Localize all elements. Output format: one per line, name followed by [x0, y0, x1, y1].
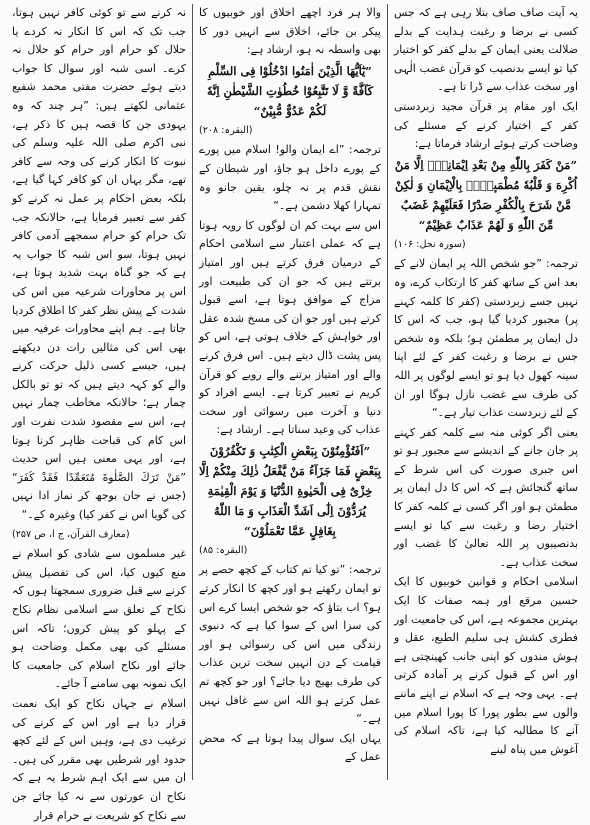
middle-column — [192, 4, 388, 780]
translation-paragraph: ترجمہ: ”تو کیا تم کتاب کے کچھ حصے پر تو ایمان رکھتے ہو اور کچھ کا انکار کرتے ہو؟ اب بتاؤ کہ جو شخص ایسا کرے اس کی سزا اس کے سوا کیا ہے کہ دنیوی زندگی میں اس کی رسوائی ہو اور قیامت کے دن انہیں سخت ترین عذاب کی طرف بھیج دیا جائے؟ اور جو کچھ تم عمل کرتے ہو اللہ اس سے غافل نہیں ہے۔“ — [199, 563, 381, 726]
translation-paragraph: ترجمہ: ”جو شخص اللہ پر ایمان لانے کے بعد اس کے ساتھ کفر کا ارتکاب کرے، وہ نہیں جسے زبردستی (کفر کا کلمہ کہنے پر) مجبور کردیا گیا ہو، جب کہ اس کا دل ایمان پر مطمئن ہو؛ بلکہ وہ شخص جس نے برضا و رغبت کفر کے لئے اپنا سینہ کھول دیا ہو تو ایسے لوگوں پر اللہ کی طرف سے غضب نازل ہوگا اور ان کے لئے زبردست عذاب تیار ہے۔“ — [394, 257, 578, 420]
paragraph: والا ہر فرد اچھے اخلاق اور خوبیوں کا پیکر بن جائے، اخلاق سے انہیں دور کا بھی واسطہ نہ ہو، ارشاد ہے: — [199, 6, 381, 57]
paragraph: اس سے بہت کم ان لوگوں کا رویہ ہوتا ہے کہ عملی اعتبار سے اسلامی احکام کے درمیان فرق کرتے ہیں اور امتیاز برتتے ہیں کہ جو ان کی طبیعت اور مزاج کے موافق ہوتا ہے، اسے قبول کرتے ہیں اور جو ان کی مسخ شدہ عقل اور خواہش کے خلاف ہوتی ہے، اس کو پس پشت ڈال دیتے ہیں۔ اس فرق کرنے والے اور امتیاز برتنے والے رویے کو قرآن کریم نے تعبیر کرتا ہے۔ ایسے افراد کو دنیا و آخرت میں رسوائی اور سخت عذاب کی وعید سناتا ہے۔ ارشاد ہے: — [199, 218, 381, 437]
verse-reference: (البقرہ: ۲۰۸) — [199, 124, 253, 136]
quran-verse: ”اَفَتُؤْمِنُوْنَ بِبَعْضِ الْكِتٰبِ وَ تَكْفُرُوْنَ بِبَعْضٍ فَمَا جَزَآءُ مَنْ یَّفْعَلُ ذٰلِكَ مِنْكُمْ اِلَّا خِزْیٌ فِی الْحَیٰوةِ الدُّنْیَا وَ یَوْمَ الْقِیٰمَةِ یُرَدُّوْنَ اِلٰٓى اَشَدِّ الْعَذَابِ وَ مَا اللّٰهُ بِغَافِلٍ عَمَّا تَعْمَلُوْنَ“ — [199, 443, 381, 538]
paragraph: غیر مسلموں سے شادی کو اسلام نے منع کیوں کیا، اس کی تفصیل پیش کرنے سے قبل ضروری سمجھتا ہوں کہ نکاح کے تعلق سے اسلامی نظام نکاح کے پہلو کو پیش کروں؛ تاکہ اس مسئلے کی بھی مکمل وضاحت ہو جائے اور نکاح اسلام کی جامعیت کا ایک نمونہ بھی سامنے آ جائے۔ — [12, 547, 186, 691]
book-reference: (معارف القرآن، ج ا، ص ۲۵۷) — [12, 528, 130, 540]
paragraph: ایک اور مقام پر قرآن مجید زبردستی کفر کے اختیار کرنے کے مسئلے کی وضاحت کرتے ہوئے ارشاد فرماتا ہے: — [394, 99, 578, 151]
right-column — [388, 4, 584, 780]
quran-verse: ”یٰٓاَیُّهَا الَّذِیْنَ اٰمَنُوا ادْخُلُوْا فِی السِّلْمِ كَآفَّةً وَّ لَا تَتَّبِعُوْا خُطُوٰتِ الشَّیْطٰنِ اِنَّهٗ لَكُمْ عَدُوٌّ مُّبِیْنٌ“ — [206, 63, 374, 118]
verse-reference: (سورہ نحل: ۱۰۶) — [394, 238, 466, 250]
paragraph: اسلام نے جہاں نکاح کو ایک نعمت قرار دیا ہے اور اس کے کرنے کی ترغیب دی ہے، وہیں اس کے لئے کچھ حدود اور شرطیں بھی مقرر کی ہیں۔ ان میں سے ایک اہم شرط یہ ہے کہ نکاح ان عورتوں سے نہ کیا جائے جن سے نکاح کو شریعت نے حرام قرار — [12, 696, 186, 822]
translation-paragraph: ترجمہ: ”اے ایمان والو! اسلام میں پورے کے پورے داخل ہو جاؤ، اور شیطان کے نقش قدم پر نہ چلو، یقین جانو وہ تمہارا کھلا دشمن ہے۔“ — [199, 143, 381, 213]
left-column — [6, 4, 192, 822]
quran-verse: ”مَنْ كَفَرَ بِاللّٰهِ مِنْ بَعْدِ اِیْمَانِهٖٓ اِلَّا مَنْ اُكْرِهَ وَ قَلْبُهٗ مُطْمَىٕنٌّۢ بِالْاِیْمَانِ وَ لٰكِنْ مَّنْ شَرَحَ بِالْكُفْرِ صَدْرًا فَعَلَیْهِمْ غَضَبٌ مِّنَ اللّٰهِ وَ لَهُمْ عَذَابٌ عَظِیْمٌ“ — [394, 157, 578, 232]
paragraph: اسلامی احکام و قوانین خوبیوں کا ایک حسین مرقع اور ہمہ صفات کا ایک بہترین مجموعہ ہے، اس کی جامعیت اور فطری کشش ہی سلیم الطبع، عقل و ہوش مندوں کو اپنی جانب کھینچتی ہے اور اس کے قبول کرنے پر آمادہ کرتی ہے۔ یہی وجہ ہے کہ اسلام نے اپنے ماننے والوں سے بطور پورا کا پورا اسلام میں آنے کا مطالبہ کیا ہے، تاکہ اسلام کی آغوش میں پناہ لینے — [394, 575, 578, 756]
paragraph: یعنی اگر کوئی منہ سے کلمہ کفر کہنے پر جان جانے کے اندیشے سے مجبور ہو تو اس جبری صورت کی اس شرط کے ساتھ گنجائش ہے کہ اس کا دل ایمان پر مطمئن ہو اور اگر کسی نے کلمہ کفر کا اختیار رضا و رغبت سے کیا تو ایسے بدنصیبوں پر اللہ تعالیٰ کا غضب اور سخت عذاب ہے۔ — [394, 425, 578, 569]
paragraph: نہ کرنے سے تو کوئی کافر نہیں ہوتا، جب تک کہ اس کا انکار نہ کردے یا حلال کو حرام اور حرام کو حلال نہ کرے۔ اسی شبہ اور سوال کا جواب دیتے ہوئے حضرت مفتی محمد شفیع عثمانی لکھتے ہیں: ”ہر چند کہ وہ یہودی جن کا قصہ ہیں کا ذکر ہے، نبی اکرم صلی اللہ علیہ وسلم کی نبوت کا انکار کرنے کی وجہ سے کافر تھے، مگر یہاں ان کو کافر کہا گیا ہے، بلکہ بعض احکام پر عمل نہ کرنے کو کفر سے تعبیر فرمایا ہے، حالانکہ جب تک حرام کو حرام سمجھے آدمی کافر نہیں ہوتا، سو اس شبہ کا جواب یہ ہے کہ جو گناہ بہت شدید ہوتا ہے، اس پر محاورات شرعیہ میں اس کی شدت کے پیش نظر کفر کا اطلاق کردیا جاتا ہے۔ ہم اپنے محاورات عرفیہ میں بھی اس کی مثالیں رات دن دیکھتے ہیں، جیسے کسی ذلیل حرکت کرنے والے کو کہہ دیتے ہیں کہ تو تو بالکل چمار ہے؛ حالانکہ مخاطب چمار نہیں ہے، اس سے مقصود شدت نفرت اور اس کام کی قباحت ظاہر کرنا ہوتا ہے، اور یہی معنی ہیں اس حدیث ”مَنْ تَرَكَ الصَّلٰوةَ مُتَعَمِّدًا فَقَدْ كَفَرَ“ (جس نے جان بوجھ کر نماز ادا نہیں کی گویا اس نے کفر کیا) وغیرہ کے۔“ — [12, 6, 186, 522]
verse-reference: (البقرہ: ۸۵) — [199, 544, 248, 556]
paragraph: یہاں ایک سوال پیدا ہوتا ہے کہ محض عمل کے — [199, 731, 381, 764]
paragraph: یہ آیت صاف صاف بتلا رہی ہے کہ جس کسی نے برضا و رغبت ہدایت کے بدلے ضلالت یعنی ایمان کے بدلے کفر کو اختیار کیا تو ایسے بدنصیب کو قرآن غضب الٰہی اور سخت عذاب سے ڈرا تا ہے۔ — [394, 6, 578, 94]
